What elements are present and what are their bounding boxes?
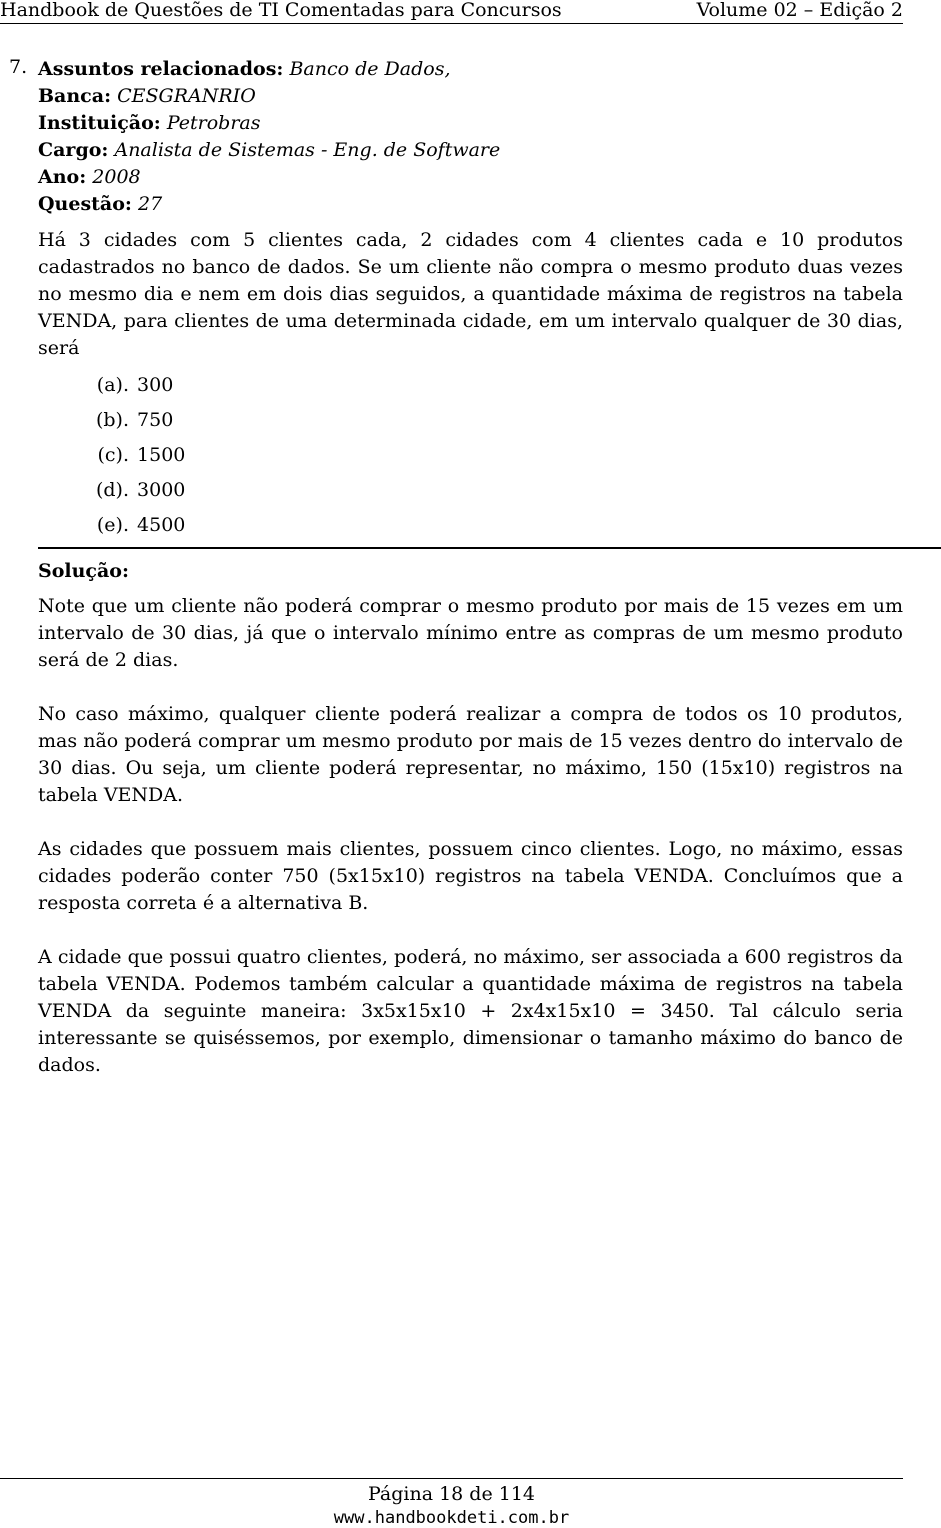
option-b — [88, 403, 903, 438]
solution-paragraph: A cidade que possui quatro clientes, poderá, no máximo, ser associada a 600 registros da tabela VENDA. Podemos também calcular a quantidade máxima de registros na tabela VENDA da seguinte maneira: 3x5x15x10 + 2x4x15x10 = 3450. Tal cálculo seria interessante se quiséssemos, por exemplo, dimensionar o tamanho máximo do banco de dados. — [38, 946, 903, 1076]
header-title: Handbook de Questões de TI Comentadas para Concursos — [0, 0, 562, 21]
solution-title: Solução: — [38, 560, 129, 582]
option-value: 750 — [137, 409, 174, 431]
option-label: (d). — [95, 479, 129, 501]
page-number: Página 18 de 114 — [367, 1483, 536, 1505]
solution-paragraph: As cidades que possuem mais clientes, possuem cinco clientes. Logo, no máximo, essas cidades poderão conter 750 (5x15x10) registros na tabela VENDA. Concluímos que a resposta correta é a alternativa B. — [38, 838, 903, 914]
option-value: 300 — [137, 374, 174, 396]
banca-value: CESGRANRIO — [117, 85, 256, 107]
option-label: (c). — [97, 444, 129, 466]
option-value: 3000 — [137, 479, 186, 501]
questao-line — [38, 191, 903, 218]
banca-line — [38, 83, 903, 110]
assuntos-value: Banco de Dados, — [289, 58, 451, 80]
option-d — [88, 473, 903, 508]
footer-url[interactable]: www.handbookdeti.com.br — [333, 1508, 570, 1528]
ano-value: 2008 — [92, 166, 141, 188]
ano-line — [38, 164, 903, 191]
solution-paragraph: Note que um cliente não poderá comprar o mesmo produto por mais de 15 vezes em um intervalo de 30 dias, já que o intervalo mínimo entre as compras de um mesmo produto será de 2 dias. — [38, 595, 903, 671]
answer-options — [88, 368, 903, 543]
option-label: (a). — [96, 374, 129, 396]
option-e — [88, 508, 903, 543]
option-value: 1500 — [137, 444, 186, 466]
instituicao-label: Instituição: — [38, 112, 161, 134]
instituicao-line — [38, 110, 903, 137]
header-volume: Volume 02 – Edição 2 — [696, 0, 903, 21]
option-label: (e). — [96, 514, 129, 536]
option-value: 4500 — [137, 514, 186, 536]
assuntos-label: Assuntos relacionados: — [38, 58, 284, 80]
instituicao-value: Petrobras — [166, 112, 261, 134]
assuntos-line — [38, 56, 903, 83]
questao-value: 27 — [137, 193, 163, 215]
banca-label: Banca: — [38, 85, 112, 107]
cargo-line — [38, 137, 903, 164]
question-block — [9, 56, 903, 543]
question-statement: Há 3 cidades com 5 clientes cada, 2 cidades com 4 clientes cada e 10 produtos cadastrados no banco de dados. Se um cliente não compra o mesmo produto duas vezes no mesmo dia e nem em dois dias seguidos, a quantidade máxima de registros na tabela VENDA, para clientes de uma determinada cidade, em um intervalo qualquer de 30 dias, será — [38, 229, 903, 359]
page-header — [0, 0, 903, 22]
solution-block — [38, 558, 903, 1079]
option-c — [88, 438, 903, 473]
header-divider — [0, 23, 903, 24]
solution-paragraph: No caso máximo, qualquer cliente poderá realizar a compra de todos os 10 produtos, mas não poderá comprar um mesmo produto por mais de 15 vezes dentro do intervalo de 30 dias. Ou seja, um cliente poderá representar, no máximo, 150 (15x10) registros na tabela VENDA. — [38, 703, 903, 806]
ano-label: Ano: — [38, 166, 87, 188]
solution-divider — [38, 547, 941, 549]
option-label: (b). — [95, 409, 129, 431]
option-a — [88, 368, 903, 403]
questao-label: Questão: — [38, 193, 132, 215]
cargo-value: Analista de Sistemas - Eng. de Software — [114, 139, 501, 161]
footer-divider — [0, 1478, 903, 1479]
question-number: 7. — [9, 56, 28, 78]
cargo-label: Cargo: — [38, 139, 109, 161]
